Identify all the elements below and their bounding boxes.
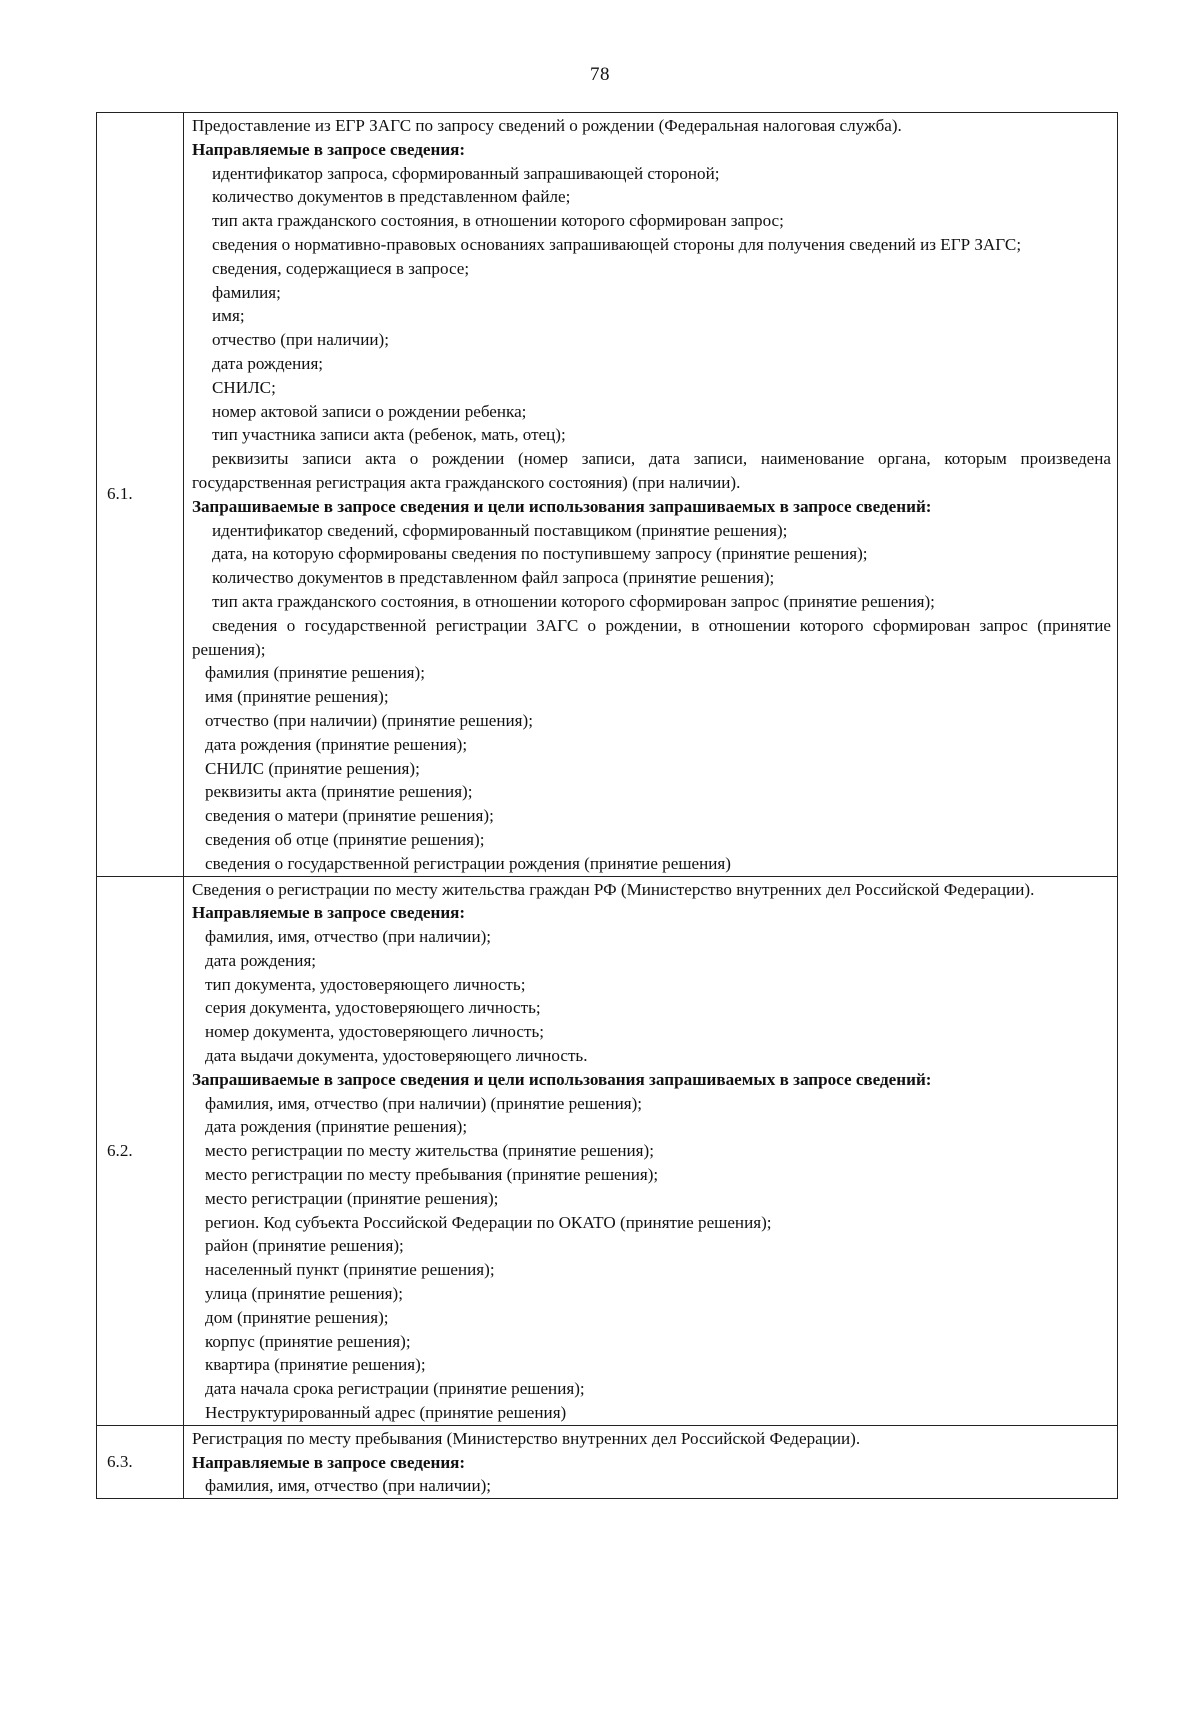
list-item: фамилия;	[212, 282, 281, 302]
list-item: сведения о государственной регистрации ЗАГС о рождении, в отношении которого сформирован запрос (принятие решения);	[192, 615, 1111, 659]
list-item: место регистрации (принятие решения);	[205, 1188, 499, 1208]
section-title: Сведения о регистрации по месту жительства граждан РФ (Министерство внутренних дел Российской Федерации).	[192, 879, 1035, 899]
sent-heading: Направляемые в запросе сведения:	[192, 903, 466, 923]
list-item: улица (принятие решения);	[205, 1284, 403, 1304]
row-content	[184, 1425, 1118, 1498]
list-item: отчество (при наличии) (принятие решения);	[205, 710, 533, 730]
list-item: фамилия, имя, отчество (при наличии) (принятие решения);	[205, 1093, 643, 1113]
list-item: сведения о государственной регистрации рождения (принятие решения)	[205, 853, 731, 873]
sent-heading: Направляемые в запросе сведения:	[192, 1452, 466, 1472]
list-item: место регистрации по месту пребывания (принятие решения);	[205, 1165, 659, 1185]
list-item: дом (принятие решения);	[205, 1307, 389, 1327]
row-number: 6.1.	[97, 113, 184, 877]
list-item: дата рождения;	[205, 950, 317, 970]
list-item: населенный пункт (принятие решения);	[205, 1260, 495, 1280]
list-item: тип документа, удостоверяющего личность;	[205, 974, 526, 994]
list-item: сведения о нормативно-правовых основаниях запрашивающей стороны для получения сведений из ЕГР ЗАГС;	[212, 234, 1022, 254]
list-item: имя (принятие решения);	[205, 687, 389, 707]
list-item: дата рождения;	[212, 353, 324, 373]
list-item: номер актовой записи о рождении ребенка;	[212, 401, 527, 421]
row-content	[184, 876, 1118, 1425]
table-row-6-3	[97, 1425, 1118, 1498]
list-item: Неструктурированный адрес (принятие решения)	[205, 1403, 567, 1423]
list-item: сведения, содержащиеся в запросе;	[212, 258, 470, 278]
list-item: сведения о матери (принятие решения);	[205, 806, 494, 826]
list-item: реквизиты акта (принятие решения);	[205, 782, 473, 802]
row-content	[184, 113, 1118, 877]
list-item: место регистрации по месту жительства (принятие решения);	[205, 1141, 654, 1161]
list-item: тип участника записи акта (ребенок, мать, отец);	[212, 425, 566, 445]
list-item: количество документов в представленном файл запроса (принятие решения);	[212, 568, 775, 588]
list-item: район (принятие решения);	[205, 1236, 404, 1256]
services-table	[96, 112, 1118, 1499]
list-item: сведения об отце (принятие решения);	[205, 829, 485, 849]
requested-heading: Запрашиваемые в запросе сведения и цели использования запрашиваемых в запросе сведений:	[192, 496, 932, 516]
row-number: 6.2.	[97, 876, 184, 1425]
list-item: квартира (принятие решения);	[205, 1355, 426, 1375]
list-item: реквизиты записи акта о рождении (номер записи, дата записи, наименование органа, которым произведена государственная регистрация акта гражданского состояния) (при наличии).	[192, 449, 1111, 492]
list-item: СНИЛС;	[212, 377, 276, 397]
row-number: 6.3.	[97, 1425, 184, 1498]
list-item: идентификатор запроса, сформированный запрашивающей стороной;	[212, 163, 720, 183]
list-item: идентификатор сведений, сформированный поставщиком (принятие решения);	[212, 520, 788, 540]
list-item: тип акта гражданского состояния, в отношении которого сформирован запрос (принятие решения);	[212, 591, 935, 611]
list-item: имя;	[212, 306, 245, 326]
list-item: фамилия, имя, отчество (при наличии);	[205, 1476, 492, 1496]
list-item: отчество (при наличии);	[212, 330, 389, 350]
page-number: 78	[590, 64, 610, 85]
list-item: СНИЛС (принятие решения);	[205, 758, 420, 778]
list-item: количество документов в представленном файле;	[212, 187, 571, 207]
list-item: корпус (принятие решения);	[205, 1331, 411, 1351]
requested-heading: Запрашиваемые в запросе сведения и цели использования запрашиваемых в запросе сведений:	[192, 1069, 932, 1089]
section-title: Предоставление из ЕГР ЗАГС по запросу сведений о рождении (Федеральная налоговая служба).	[192, 116, 902, 135]
section-title: Регистрация по месту пребывания (Министерство внутренних дел Российской Федерации).	[192, 1428, 861, 1448]
list-item: дата, на которую сформированы сведения по поступившему запросу (принятие решения);	[212, 544, 868, 564]
list-item: серия документа, удостоверяющего личность;	[205, 998, 541, 1018]
table-row-6-2	[97, 876, 1118, 1425]
sent-heading: Направляемые в запросе сведения:	[192, 139, 466, 159]
list-item: номер документа, удостоверяющего личность;	[205, 1022, 544, 1042]
list-item: дата рождения (принятие решения);	[205, 1117, 468, 1137]
list-item: дата начала срока регистрации (принятие решения);	[205, 1379, 585, 1399]
list-item: тип акта гражданского состояния, в отношении которого сформирован запрос;	[212, 211, 784, 231]
list-item: дата выдачи документа, удостоверяющего личность.	[205, 1046, 588, 1066]
table-row-6-1	[97, 113, 1118, 877]
list-item: регион. Код субъекта Российской Федерации по ОКАТО (принятие решения);	[205, 1212, 772, 1232]
list-item: фамилия, имя, отчество (при наличии);	[205, 927, 492, 947]
list-item: фамилия (принятие решения);	[205, 663, 425, 683]
list-item: дата рождения (принятие решения);	[205, 734, 468, 754]
